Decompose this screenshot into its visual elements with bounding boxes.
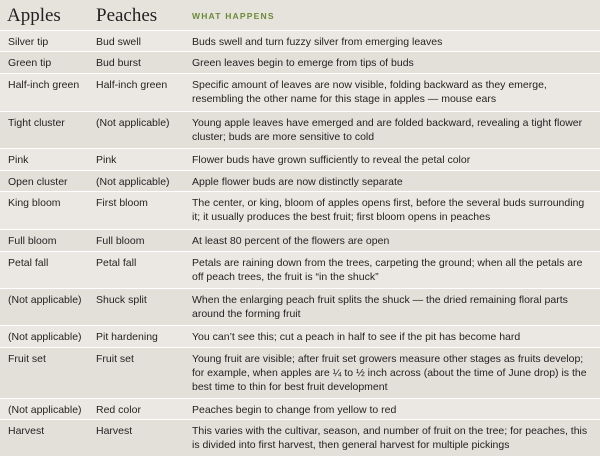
table-row [0,251,600,288]
table-body [0,30,600,456]
stage-description: Petals are raining down from the trees, carpeting the ground; when all the petals are off peach trees, the fruit is “in the shuck” [192,257,583,283]
apple-stage: Fruit set [8,353,46,365]
stage-description: Specific amount of leaves are now visible, folding backward as they emerge, resembling the other name for this stage in apples — mouse ears [192,79,547,105]
apple-stage: Open cluster [8,176,68,188]
header-peaches: Peaches [96,5,158,26]
peach-stage: Red color [96,404,141,416]
stage-description: The center, or king, bloom of apples opens first, before the several buds surrounding it; it usually produces the best fruit; first bloom opens in peaches [192,197,585,223]
apple-stage: Silver tip [8,36,49,48]
apple-stage: Tight cluster [8,117,65,129]
apple-stage: Half-inch green [8,79,80,91]
apple-stage: Full bloom [8,235,57,247]
stage-description: Peaches begin to change from yellow to red [192,404,397,416]
peach-stage: Petal fall [96,257,137,269]
apple-stage: Green tip [8,57,52,69]
header-apples: Apples [7,5,61,26]
peach-stage: Pit hardening [96,331,158,343]
table-row [0,288,600,325]
stage-description: Young fruit are visible; after fruit set growers measure other stages as fruits develop; for example, when apples are ¼ to ½ inch across (about the time of June drop) is the best time to thin for best fruit development [192,353,587,393]
peach-stage: Fruit set [96,353,134,365]
header-what-happens: WHAT HAPPENS [192,11,275,21]
table-row [0,111,600,148]
peach-stage: (Not applicable) [96,176,170,188]
apple-stage: (Not applicable) [8,404,82,416]
stage-description: This varies with the cultivar, season, and number of fruit on the tree; for peaches, this is divided into first harvest, then general harvest for multiple pickings [192,425,588,451]
table-row [0,73,600,111]
stage-description: At least 80 percent of the flowers are open [192,235,390,247]
table-header [0,0,600,30]
table-row [0,30,600,51]
stage-description: When the enlarging peach fruit splits the shuck — the dried remaining floral parts around the forming fruit [192,294,568,320]
peach-stage: Pink [96,154,117,166]
peach-stage: Half-inch green [96,79,168,91]
stage-description: Buds swell and turn fuzzy silver from emerging leaves [192,36,443,48]
apple-stage: Petal fall [8,257,49,269]
peach-stage: Bud swell [96,36,141,48]
apple-stage: Harvest [8,425,45,437]
apple-stage: Pink [8,154,29,166]
peach-stage: (Not applicable) [96,117,170,129]
peach-stage: Harvest [96,425,133,437]
apple-stage: King bloom [8,197,61,209]
table-row [0,191,600,229]
table-row [0,148,600,170]
stage-description: Apple flower buds are now distinctly separate [192,176,403,188]
table-row [0,325,600,347]
stage-description: Flower buds have grown sufficiently to reveal the petal color [192,154,471,166]
stage-description: Green leaves begin to emerge from tips of buds [192,57,414,69]
stage-description: You can’t see this; cut a peach in half to see if the pit has become hard [192,331,521,343]
table-row [0,347,600,398]
peach-stage: First bloom [96,197,148,209]
apple-stage: (Not applicable) [8,294,82,306]
table-row [0,398,600,419]
peach-stage: Full bloom [96,235,145,247]
stage-description: Young apple leaves have emerged and are folded backward, revealing a tight flower cluster; buds are more sensitive to cold [192,117,583,143]
table-row [0,51,600,73]
apple-stage: (Not applicable) [8,331,82,343]
peach-stage: Shuck split [96,294,147,306]
peach-stage: Bud burst [96,57,141,69]
table-row [0,229,600,251]
table-row [0,170,600,191]
